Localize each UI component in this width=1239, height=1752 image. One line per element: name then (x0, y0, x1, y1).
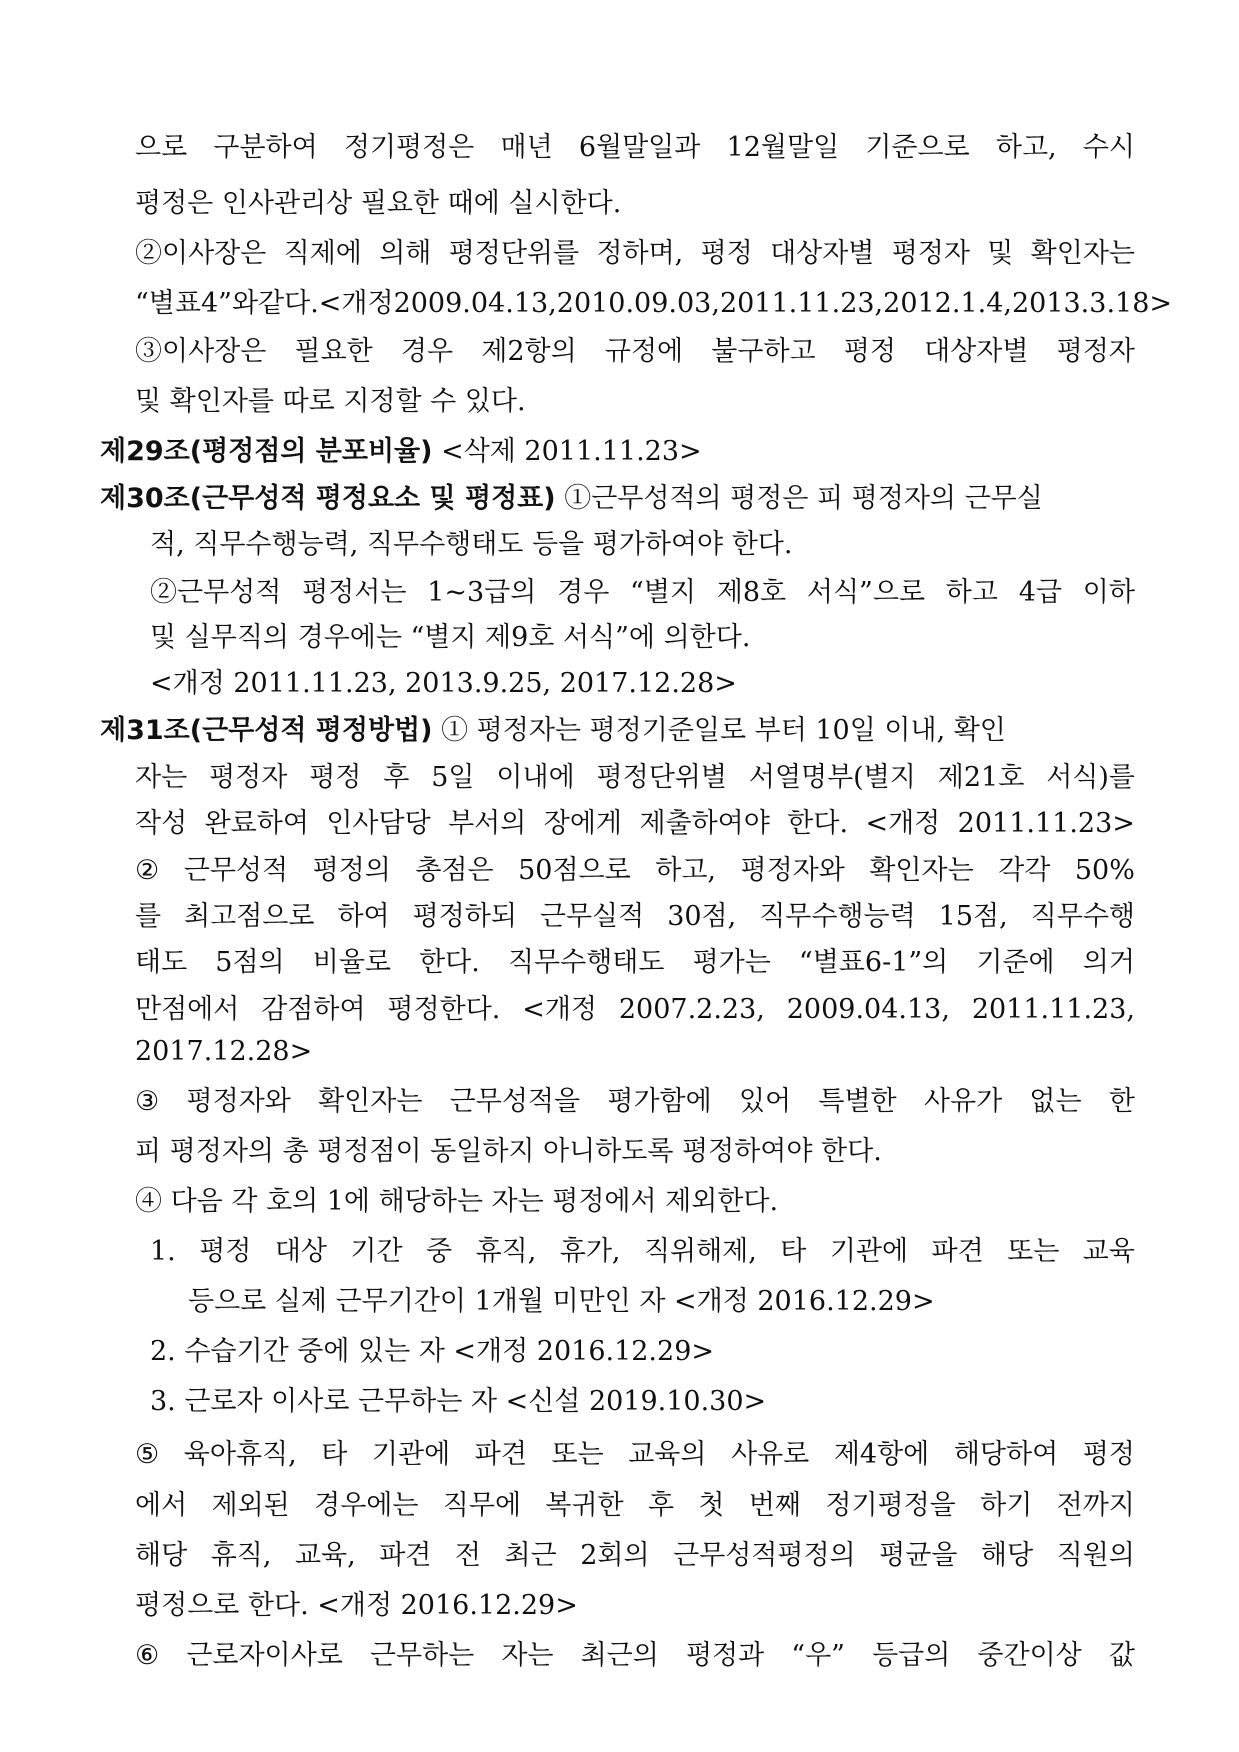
text-line (135, 1084, 1135, 1120)
word: 최근 (504, 1540, 557, 1571)
text-line: 평정으로 한다. <개정 2016.12.29> (135, 1590, 578, 1621)
text-line: 등으로 실제 근무기간이 1개월 미만인 자 <개정 2016.12.29> (188, 1286, 935, 1317)
word: 4급 (1018, 577, 1062, 608)
text-line: <개정 2011.11.23, 2013.9.25, 2017.12.28> (150, 668, 737, 699)
word: ③이사장은 (135, 336, 267, 367)
word: 각각 (998, 855, 1051, 886)
word: 복귀한 (545, 1490, 624, 1521)
word: 육아휴직, (183, 1439, 297, 1470)
word: 2009.04.13, (393, 288, 557, 319)
text-line (135, 1437, 1135, 1473)
word: 자는 (135, 762, 188, 793)
word: 부서의 (448, 808, 527, 839)
word: 한 (1108, 1086, 1135, 1117)
word: 2011.11.23> (957, 808, 1135, 839)
article-title: 제30조(근무성적 평정요소 및 평정표) (100, 483, 556, 514)
word: ⑥ (135, 1640, 160, 1671)
word: 하기 (980, 1490, 1033, 1521)
word: 기간 (350, 1236, 403, 1267)
word: 직무에 (442, 1490, 522, 1521)
text-line (135, 899, 1135, 935)
word: 이하 (1082, 577, 1135, 608)
word: 파견 (931, 1236, 984, 1267)
word: 2012.1.4, (883, 288, 1012, 319)
word: 근무성적평정의 (673, 1540, 856, 1571)
word: 또는 (551, 1439, 604, 1470)
word: 50점으로 (518, 855, 631, 886)
word: ③ (135, 1086, 160, 1117)
word: 해당 (135, 1540, 188, 1571)
word: 타 (780, 1236, 807, 1267)
word: 근무성적을 (449, 1086, 581, 1117)
word: 매년 (500, 132, 553, 163)
article-text: ① 평정자는 평정기준일로 부터 10일 이내, 확인 (432, 715, 1006, 746)
text-line (135, 1638, 1135, 1674)
word: 해당 (980, 1540, 1034, 1571)
word: 휴가, (559, 1236, 621, 1267)
word: 평정자 (209, 762, 288, 793)
word: 50% (1074, 855, 1135, 886)
word: 경우 (557, 577, 610, 608)
word: 기관에 (371, 1439, 451, 1470)
text-line: 피 평정자의 총 평정점이 동일하지 아니하도록 평정하여야 한다. (135, 1136, 882, 1167)
word: 근무실적 (539, 901, 645, 932)
word: 평정자 (891, 238, 970, 269)
word: 평정 (843, 336, 896, 367)
word: 교육의 (628, 1439, 707, 1470)
word: 평정단위별 (596, 762, 727, 793)
word: 최고점으로 (184, 901, 315, 932)
word: 파견 (474, 1439, 527, 1470)
word: 최근의 (580, 1640, 659, 1671)
word: 타 (321, 1439, 348, 1470)
word: 만점에서 (135, 994, 240, 1025)
word: 확인자는 (869, 855, 974, 886)
word: 및 (987, 238, 1014, 269)
word: 근무성적 (183, 855, 289, 886)
word: 인사담당 (326, 808, 431, 839)
word: 기준에 (976, 947, 1055, 978)
word: 5일 (431, 762, 475, 793)
word: 평가는 (692, 947, 771, 978)
word: 있어 (738, 1086, 792, 1117)
text-line (135, 286, 1173, 322)
word: 제4항에 (833, 1439, 930, 1470)
word: 제2항의 (481, 336, 577, 367)
word: 필요한 (294, 336, 373, 367)
word: 2009.04.13, (786, 994, 950, 1025)
word: 제출하여야 (639, 808, 770, 839)
word: 교육, (294, 1540, 356, 1571)
word: 평정 (700, 238, 753, 269)
text-line (135, 853, 1135, 889)
text-line (135, 1488, 1135, 1524)
word: 대상자별 (924, 336, 1029, 367)
word: 후 (383, 762, 410, 793)
article-31 (100, 713, 1006, 749)
word: 한다. (419, 947, 480, 978)
word: 기관에 (829, 1236, 909, 1267)
text-line: 2017.12.28> (135, 1036, 313, 1067)
word: 불구하고 (711, 336, 816, 367)
word: 같다.<개정 (258, 288, 394, 319)
word: 15점, (938, 901, 1008, 932)
word: 확인자는 (1030, 238, 1135, 269)
word: 를 (135, 901, 162, 932)
word: 평정단위를 (448, 238, 580, 269)
article-29 (100, 434, 702, 470)
word: 파견 (379, 1540, 432, 1571)
list-item (150, 1234, 1135, 1270)
word: 사유가 (923, 1086, 1003, 1117)
word: 평가함에 (607, 1086, 712, 1117)
word: 2010.09.03, (556, 288, 720, 319)
word: 확인자는 (318, 1086, 423, 1117)
word: 2013.3.18> (1011, 288, 1173, 319)
word: 총점은 (415, 855, 494, 886)
word: 수시 (1082, 132, 1135, 163)
word: 감점하여 (261, 994, 366, 1025)
word: 후 (647, 1490, 675, 1521)
word: 평정 (199, 1236, 252, 1267)
text-line (135, 1538, 1135, 1574)
list-item: 2. 수습기간 중에 있는 자 <개정 2016.12.29> (150, 1336, 714, 1367)
word: 정기평정은 (343, 132, 475, 163)
word: 에서 (135, 1490, 188, 1521)
word: 없는 (1029, 1086, 1082, 1117)
text-line (135, 945, 1135, 981)
word: 평정자와 (186, 1086, 291, 1117)
word: 2011.11.23, (719, 288, 884, 319)
word: 평정서는 (302, 577, 407, 608)
word: 직위해제, (643, 1236, 757, 1267)
article-title: 제29조(평정점의 분포비율) (100, 436, 433, 467)
word: 2회의 (580, 1540, 650, 1571)
word: 평정한다. (387, 994, 501, 1025)
word: 2007.2.23, (618, 994, 765, 1025)
text-line (150, 575, 1135, 611)
word: 정하며, (596, 238, 684, 269)
text-line (135, 236, 1135, 272)
article-text: <삭제 2011.11.23> (432, 436, 702, 467)
text-line: 및 실무직의 경우에는 “별지 제9호 서식”에 의한다. (150, 622, 751, 653)
word: 서식)를 (1046, 762, 1135, 793)
word: 제외된 (211, 1490, 290, 1521)
word: 또는 (1007, 1236, 1060, 1267)
word: 교육 (1082, 1236, 1135, 1267)
word: 평정 (309, 762, 362, 793)
word: ② (135, 855, 160, 886)
word: ②근무성적 (150, 577, 282, 608)
word: 서열명부(별지 (748, 762, 916, 793)
word: 직원의 (1056, 1540, 1135, 1571)
word: 규정에 (604, 336, 684, 367)
word: 제8호 (716, 577, 787, 608)
word: 평정하되 (412, 901, 517, 932)
text-line (135, 806, 1135, 842)
text-line (135, 760, 1135, 796)
word: 평정의 (312, 855, 391, 886)
text-line: 및 확인자를 따로 지정할 수 있다. (135, 386, 526, 417)
word: <개정 (865, 808, 941, 839)
word: 하고, (655, 855, 716, 886)
word: “별표6-1”의 (798, 947, 949, 978)
word: 대상 (274, 1236, 327, 1267)
word: 하고 (945, 577, 998, 608)
word: 6월말일과 (578, 132, 701, 163)
word: “별표4”와 (135, 288, 259, 319)
word: 평정과 (685, 1640, 765, 1671)
word: 하고, (995, 132, 1057, 163)
text-line: ④ 다음 각 호의 1에 해당하는 자는 평정에서 제외한다. (135, 1186, 779, 1217)
word: 한다. (787, 808, 849, 839)
word: “별지 (630, 577, 697, 608)
word: 전까지 (1056, 1490, 1135, 1521)
word: 경우에는 (314, 1490, 419, 1521)
word: 의거 (1082, 947, 1135, 978)
word: 비율로 (312, 947, 391, 978)
word: 정기평정을 (825, 1490, 956, 1521)
word: 1. (150, 1236, 176, 1267)
word: “우” (791, 1640, 845, 1671)
word: 30점, (667, 901, 737, 932)
word: 직제에 (283, 238, 362, 269)
word: 서식”으로 (806, 577, 926, 608)
word: 휴직, (475, 1236, 537, 1267)
word: 2011.11.23, (971, 994, 1135, 1025)
text-line: 적, 직무수행능력, 직무수행태도 등을 평가하여야 한다. (150, 529, 793, 560)
word: 값 (1108, 1640, 1135, 1671)
word: 중간이상 (977, 1640, 1082, 1671)
word: 1~3급의 (427, 577, 537, 608)
word: 사유로 (731, 1439, 810, 1470)
word: 5점의 (215, 947, 285, 978)
word: <개정 (522, 994, 597, 1025)
word: 12월말일 (726, 132, 840, 163)
text-line (135, 992, 1135, 1028)
word: 의해 (379, 238, 432, 269)
word: 근로자이사로 (186, 1640, 343, 1671)
word: 중 (426, 1236, 453, 1267)
article-30 (100, 481, 1043, 517)
article-text: ①근무성적의 평정은 피 평정자의 근무실 (555, 483, 1043, 514)
word: 구분하여 (213, 132, 318, 163)
word: 대상자별 (770, 238, 875, 269)
list-item: 3. 근로자 이사로 근무하는 자 <신설 2019.10.30> (150, 1386, 767, 1417)
word: 전 (454, 1540, 481, 1571)
word: 하여 (337, 901, 390, 932)
word: 직무수행태도 (507, 947, 665, 978)
word: 평정자 (1056, 336, 1135, 367)
word: 완료하여 (204, 808, 309, 839)
word: 첫 (698, 1490, 725, 1521)
word: 직무수행능력 (759, 901, 916, 932)
word: 기준으로 (865, 132, 970, 163)
word: ⑤ (135, 1439, 160, 1470)
word: 직무수행 (1030, 901, 1135, 932)
text-line: 평정은 인사관리상 필요한 때에 실시한다. (135, 188, 622, 219)
word: 으로 (135, 132, 188, 163)
word: 평정자와 (740, 855, 845, 886)
word: 평정 (1082, 1439, 1135, 1470)
word: 제21호 (937, 762, 1025, 793)
word: 태도 (135, 947, 188, 978)
word: 이내에 (496, 762, 575, 793)
word: ②이사장은 (135, 238, 267, 269)
text-line (135, 334, 1135, 370)
word: 경우 (400, 336, 454, 367)
word: 특별한 (818, 1086, 897, 1117)
word: 해당하여 (953, 1439, 1059, 1470)
word: 평균을 (879, 1540, 958, 1571)
text-line (135, 130, 1135, 166)
word: 등급의 (872, 1640, 951, 1671)
word: 자는 (501, 1640, 554, 1671)
word: 휴직, (210, 1540, 272, 1571)
word: 장에게 (543, 808, 623, 839)
word: 작성 (135, 808, 188, 839)
article-title: 제31조(근무성적 평정방법) (100, 715, 433, 746)
word: 근무하는 (369, 1640, 475, 1671)
word: 번째 (748, 1490, 802, 1521)
